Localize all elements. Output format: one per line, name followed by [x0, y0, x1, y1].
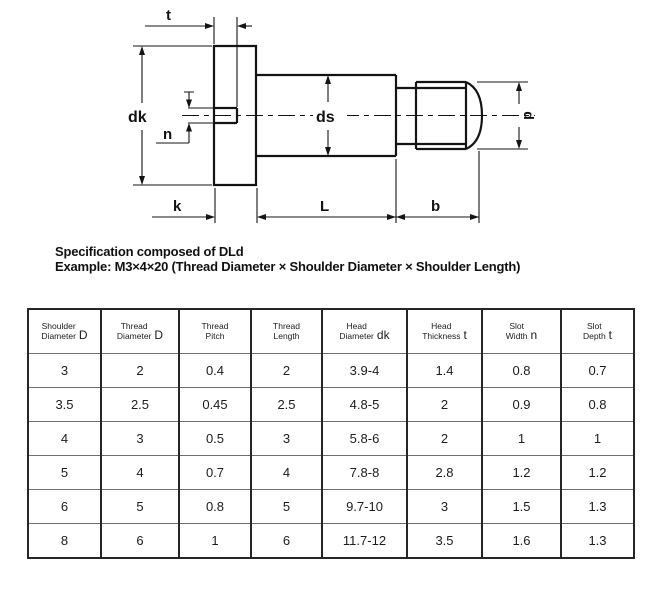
- table-cell: 4: [28, 422, 101, 456]
- table-cell: 5: [101, 490, 179, 524]
- dim-label-head-diameter: dk: [128, 109, 147, 126]
- specification-text: [55, 245, 520, 274]
- table-cell: 0.8: [482, 354, 561, 388]
- column-symbol: n: [530, 328, 538, 342]
- table-cell: 3: [251, 422, 322, 456]
- column-symbol: D: [78, 328, 88, 342]
- table-cell: 3: [407, 490, 482, 524]
- column-symbol: t: [608, 328, 613, 342]
- table-header-row: [28, 309, 634, 354]
- table-cell: 2: [407, 388, 482, 422]
- table-cell: 2.5: [251, 388, 322, 422]
- column-header-4: Thread Length: [251, 309, 322, 354]
- table-cell: 2: [407, 422, 482, 456]
- table-cell: 2.8: [407, 456, 482, 490]
- table-cell: 3.9-4: [322, 354, 407, 388]
- table-row: [28, 354, 634, 388]
- table-cell: 6: [28, 490, 101, 524]
- table-cell: 5: [251, 490, 322, 524]
- table-cell: 7.8-8: [322, 456, 407, 490]
- table-cell: 1.5: [482, 490, 561, 524]
- table-cell: 3: [101, 422, 179, 456]
- table-cell: 3.5: [28, 388, 101, 422]
- table-cell: 4: [251, 456, 322, 490]
- table-cell: 3.5: [407, 524, 482, 559]
- table-cell: 5: [28, 456, 101, 490]
- table-cell: 1.2: [482, 456, 561, 490]
- column-header-2: Thread Diameter D: [101, 309, 179, 354]
- technical-drawing: [0, 0, 657, 240]
- table-cell: 1.6: [482, 524, 561, 559]
- table-cell: 5.8-6: [322, 422, 407, 456]
- table-body: [28, 354, 634, 559]
- dim-label-head-thickness: k: [173, 198, 182, 215]
- table-cell: 2.5: [101, 388, 179, 422]
- specification-table: [27, 308, 635, 559]
- table-cell: 0.45: [179, 388, 251, 422]
- table-row: [28, 456, 634, 490]
- table-row: [28, 422, 634, 456]
- table-cell: 2: [101, 354, 179, 388]
- column-symbol: D: [154, 328, 164, 342]
- column-symbol: t: [463, 328, 467, 342]
- dim-label-thread-diameter: d: [521, 111, 537, 120]
- table-cell: 6: [101, 524, 179, 559]
- table-cell: 9.7-10: [322, 490, 407, 524]
- column-header-1: Shoulder Diameter D: [28, 309, 101, 354]
- dim-label-thread-length: b: [431, 198, 441, 215]
- table-row: [28, 388, 634, 422]
- column-header-6: Head Thickness t: [407, 309, 482, 354]
- table-cell: 1.3: [561, 490, 634, 524]
- table-cell: 1.4: [407, 354, 482, 388]
- table-cell: 4.8-5: [322, 388, 407, 422]
- table-cell: 1.2: [561, 456, 634, 490]
- table-cell: 0.7: [561, 354, 634, 388]
- table-cell: 11.7-12: [322, 524, 407, 559]
- table-cell: 1.3: [561, 524, 634, 559]
- column-header-8: Slot Depth t: [561, 309, 634, 354]
- table-cell: 1: [561, 422, 634, 456]
- dim-label-slot-depth: t: [166, 7, 171, 24]
- table-cell: 4: [101, 456, 179, 490]
- column-header-3: Thread Pitch: [179, 309, 251, 354]
- table-cell: 0.8: [179, 490, 251, 524]
- table-row: [28, 490, 634, 524]
- table-cell: 0.7: [179, 456, 251, 490]
- table-row: [28, 524, 634, 559]
- table-cell: 8: [28, 524, 101, 559]
- table-cell: 1: [482, 422, 561, 456]
- table-cell: 0.5: [179, 422, 251, 456]
- column-symbol: dk: [376, 328, 390, 342]
- table-cell: 3: [28, 354, 101, 388]
- table-cell: 1: [179, 524, 251, 559]
- table-cell: 2: [251, 354, 322, 388]
- column-header-7: Slot Width n: [482, 309, 561, 354]
- dim-label-shoulder-diameter: ds: [316, 109, 335, 126]
- table-cell: 0.4: [179, 354, 251, 388]
- table-cell: 6: [251, 524, 322, 559]
- spec-line-1: Specification composed of DLd: [55, 244, 244, 259]
- table-cell: 0.9: [482, 388, 561, 422]
- dim-label-slot-width: n: [163, 126, 173, 143]
- spec-line-2: Example: M3×4×20 (Thread Diameter × Shoulder Diameter × Shoulder Length): [55, 258, 521, 274]
- column-header-5: Head Diameter dk: [322, 309, 407, 354]
- dim-label-shoulder-length: L: [320, 198, 330, 215]
- table-cell: 0.8: [561, 388, 634, 422]
